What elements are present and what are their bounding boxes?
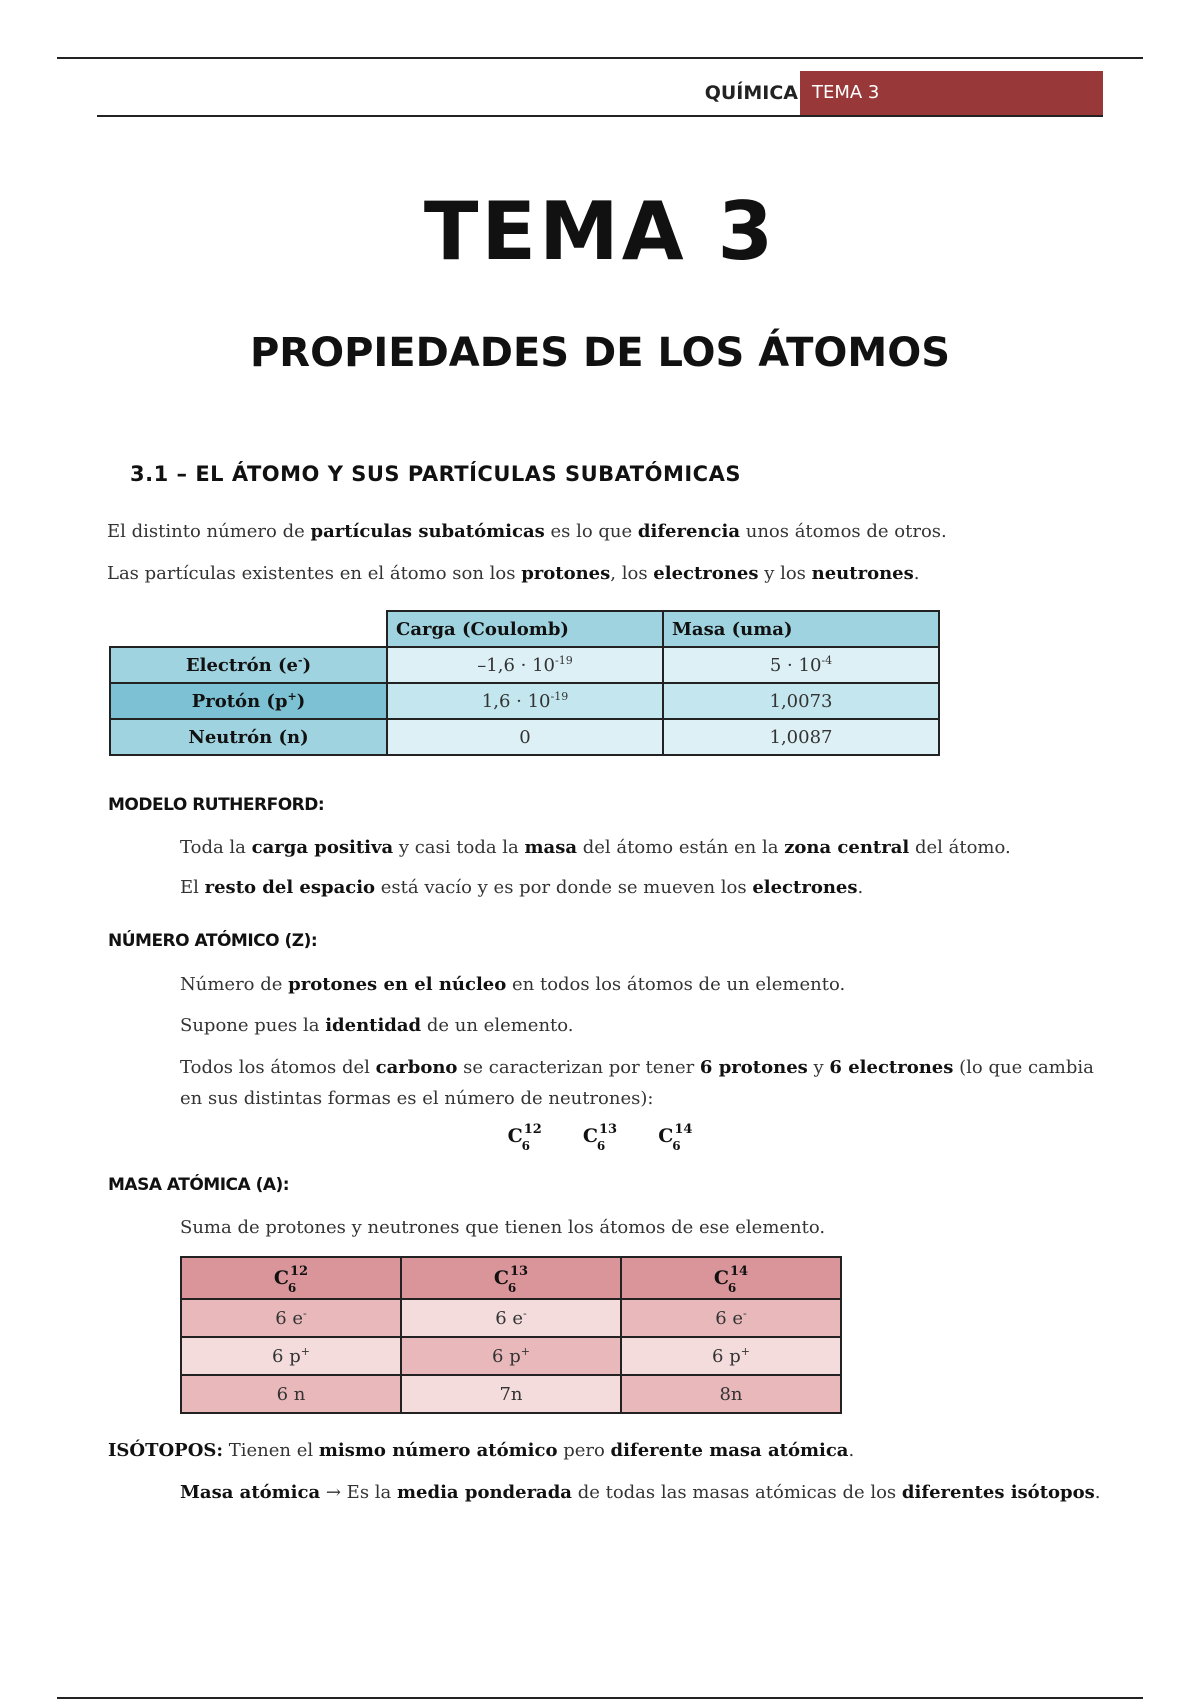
isotope-notation: $C^{13}$ 6 xyxy=(582,1122,618,1153)
atomic-number-paragraph-2: Supone pues la identidad de un elemento. xyxy=(180,1015,574,1036)
page-header xyxy=(97,70,1103,117)
bottom-rule xyxy=(57,1697,1143,1699)
row-header: Electrón (e-) xyxy=(110,647,387,683)
table-row xyxy=(110,683,939,719)
atomic-number-heading: NÚMERO ATÓMICO (Z): xyxy=(108,931,318,951)
table-row xyxy=(181,1299,841,1337)
table-row xyxy=(110,647,939,683)
mass-cell: 1,0073 xyxy=(663,683,939,719)
top-rule xyxy=(57,57,1143,59)
isotope-notation: $C^{12}$ 6 xyxy=(507,1122,542,1153)
intro-paragraph-2: Las partículas existentes en el átomo son los protones, los electrones y los neutrones. xyxy=(107,563,920,584)
rutherford-heading: MODELO RUTHERFORD: xyxy=(108,795,325,815)
carbon-isotopes-table xyxy=(180,1256,842,1414)
column-header: Masa (uma) xyxy=(663,611,939,647)
mass-cell: $5 \cdot 10^{-4}$ xyxy=(663,647,939,683)
section-heading: 3.1 – EL ÁTOMO Y SUS PARTÍCULAS SUBATÓMICAS xyxy=(130,462,741,486)
atomic-mass-heading: MASA ATÓMICA (A): xyxy=(108,1175,290,1195)
carbon-isotopes xyxy=(0,1122,1200,1153)
atomic-number-paragraph-3: Todos los átomos del carbono se caracterizan por tener 6 protones y 6 electrones (lo que cambia xyxy=(180,1057,1094,1078)
column-header: $C^{14}$ 6 xyxy=(621,1257,841,1299)
table-row xyxy=(181,1337,841,1375)
intro-paragraph-1: El distinto número de partículas subatómicas es lo que diferencia unos átomos de otros. xyxy=(107,521,947,542)
atomic-number-paragraph-1: Número de protones en el núcleo en todos los átomos de un elemento. xyxy=(180,974,846,995)
rutherford-paragraph-1: Toda la carga positiva y casi toda la masa del átomo están en la zona central del átomo. xyxy=(180,837,1011,858)
table-header-row xyxy=(181,1257,841,1299)
page-title: TEMA 3 xyxy=(423,185,777,278)
table-row xyxy=(110,719,939,755)
mass-cell: 1,0087 xyxy=(663,719,939,755)
table-cell: 7n xyxy=(401,1375,621,1413)
isotopes-paragraph: ISÓTOPOS: Tienen el mismo número atómico pero diferente masa atómica. xyxy=(108,1440,855,1461)
table-cell: 6 p+ xyxy=(401,1337,621,1375)
table-cell: 6 p+ xyxy=(181,1337,401,1375)
table-cell: 6 e- xyxy=(401,1299,621,1337)
row-header: Neutrón (n) xyxy=(110,719,387,755)
charge-cell: $1,6 \cdot 10^{-19}$ xyxy=(387,683,663,719)
atomic-mass-definition: Masa atómica → Es la media ponderada de todas las masas atómicas de los diferentes isótopos. xyxy=(180,1482,1101,1503)
rutherford-paragraph-2: El resto del espacio está vacío y es por donde se mueven los electrones. xyxy=(180,877,864,898)
atomic-mass-paragraph: Suma de protones y neutrones que tienen los átomos de ese elemento. xyxy=(180,1217,826,1238)
column-header: $C^{12}$ 6 xyxy=(181,1257,401,1299)
table-row xyxy=(181,1375,841,1413)
particles-table xyxy=(109,610,940,756)
header-tag: TEMA 3 xyxy=(800,71,1103,115)
row-header: Protón (p+) xyxy=(110,683,387,719)
charge-cell: 0 xyxy=(387,719,663,755)
table-header-row xyxy=(110,611,939,647)
charge-cell: $-1,6 \cdot 10^{-19}$ xyxy=(387,647,663,683)
column-header: $C^{13}$ 6 xyxy=(401,1257,621,1299)
table-cell: 6 e- xyxy=(181,1299,401,1337)
table-cell: 6 n xyxy=(181,1375,401,1413)
table-cell: 8n xyxy=(621,1375,841,1413)
page-subtitle: PROPIEDADES DE LOS ÁTOMOS xyxy=(249,330,951,376)
table-cell: 6 p+ xyxy=(621,1337,841,1375)
atomic-number-paragraph-3-cont: en sus distintas formas es el número de neutrones): xyxy=(180,1088,654,1109)
isotope-notation: $C^{14}$ 6 xyxy=(658,1122,693,1153)
header-subject: QUÍMICA xyxy=(704,82,798,104)
column-header: Carga (Coulomb) xyxy=(387,611,663,647)
table-cell: 6 e- xyxy=(621,1299,841,1337)
